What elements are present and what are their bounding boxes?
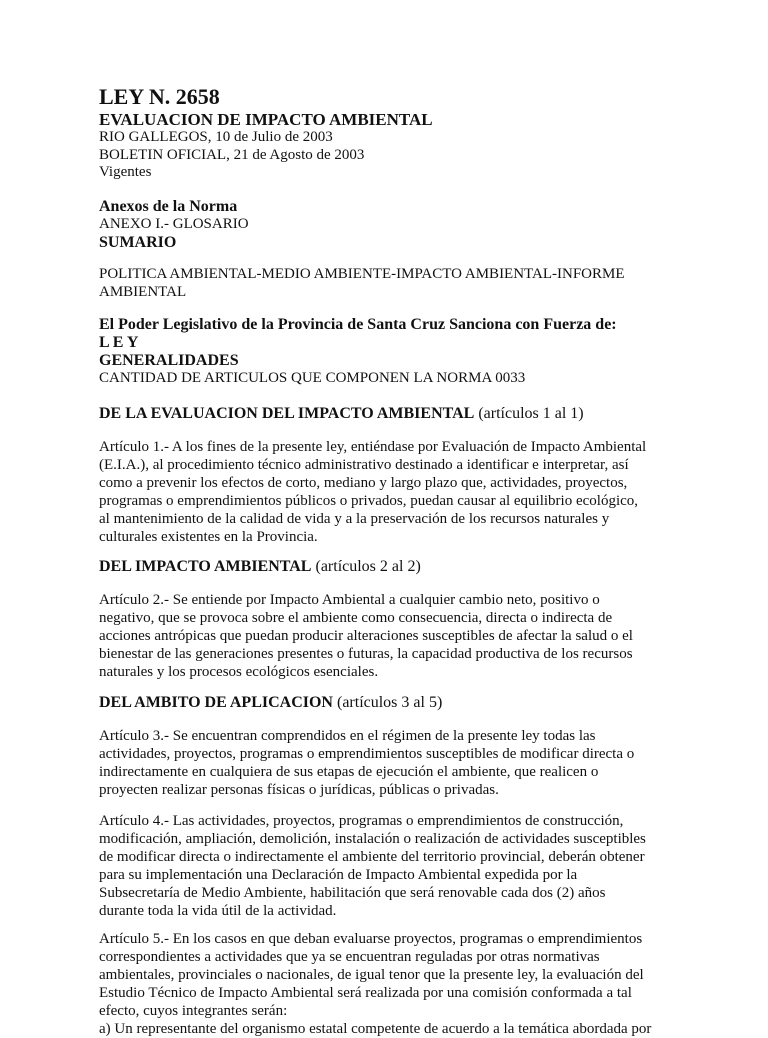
article-line: actividades, proyectos, programas o emprendimientos susceptibles de modificar directa o	[99, 746, 635, 762]
article-line: (E.I.A.), al procedimiento técnico administrativo destinado a identificar e interpretar, así	[99, 457, 629, 473]
status-text: Vigentes	[99, 164, 152, 180]
law-title: LEY N. 2658	[99, 84, 220, 109]
summary-text	[99, 265, 699, 301]
section-title: DE LA EVALUACION DEL IMPACTO AMBIENTAL	[99, 405, 475, 422]
article-line: acciones antrópicas que puedan producir alteraciones susceptibles de afectar la salud o el	[99, 628, 633, 644]
article-line: correspondientes a actividades que ya se encuentran reguladas por otras normativas	[99, 949, 600, 965]
article-line: modificación, ampliación, demolición, instalación o realización de actividades susceptibles	[99, 831, 646, 847]
place-date: RIO GALLEGOS, 10 de Julio de 2003	[99, 129, 333, 145]
article-line: bienestar de las generaciones presentes o futuras, la capacidad productiva de los recursos	[99, 646, 633, 662]
section-range: (artículos 3 al 5)	[336, 694, 443, 711]
ley-heading: L E Y	[99, 334, 139, 351]
article-line: Estudio Técnico de Impacto Ambiental será realizada por una comisión conformada a tal	[99, 985, 632, 1001]
article-line: programas o emprendimientos públicos o privados, puedan causar al equilibrio ecológico,	[99, 493, 639, 509]
article-line: durante toda la vida útil de la actividad.	[99, 903, 337, 919]
section-range: (artículos 1 al 1)	[478, 405, 584, 422]
summary-line: POLITICA AMBIENTAL-MEDIO AMBIENTE-IMPACTO AMBIENTAL-INFORME	[99, 266, 625, 282]
article-line: Artículo 3.- Se encuentran comprendidos en el régimen de la presente ley todas las	[99, 728, 596, 744]
section-title: DEL IMPACTO AMBIENTAL	[99, 558, 312, 575]
section-range: (artículos 2 al 2)	[315, 558, 421, 575]
bulletin-date: BOLETIN OFICIAL, 21 de Agosto de 2003	[99, 147, 365, 163]
summary-heading: SUMARIO	[99, 234, 177, 251]
article-4	[99, 812, 699, 920]
law-subtitle: EVALUACION DE IMPACTO AMBIENTAL	[99, 110, 433, 129]
section-title: DEL AMBITO DE APLICACION	[99, 694, 333, 711]
article-line: ambientales, provinciales o nacionales, de igual tenor que la presente ley, la evaluación del	[99, 967, 644, 983]
article-line: Artículo 2.- Se entiende por Impacto Ambiental a cualquier cambio neto, positivo o	[99, 592, 600, 608]
article-count-line: CANTIDAD DE ARTICULOS QUE COMPONEN LA NORMA 0033	[99, 370, 526, 386]
article-2	[99, 591, 699, 681]
document-page	[99, 0, 739, 1037]
article-line: como a prevenir los efectos de corto, mediano y largo plazo que, actividades, proyectos,	[99, 475, 628, 491]
annex-item: ANEXO I.- GLOSARIO	[99, 216, 249, 232]
article-line: para su implementación una Declaración de Impacto Ambiental expedida por la	[99, 867, 578, 883]
article-line: indirectamente en cualquiera de sus etapas de ejecución el ambiente, que realicen o	[99, 764, 599, 780]
article-3	[99, 727, 699, 799]
article-line: efecto, cuyos integrantes serán:	[99, 1003, 288, 1019]
article-line: culturales existentes en la Provincia.	[99, 529, 318, 545]
article-line: negativo, que se provoca sobre el ambiente como consecuencia, directa o indirecta de	[99, 610, 613, 626]
article-line: naturales y los procesos ecológicos esenciales.	[99, 664, 379, 680]
annexes-heading: Anexos de la Norma	[99, 198, 238, 215]
generalities-heading: GENERALIDADES	[99, 352, 239, 369]
section-heading	[99, 404, 584, 423]
article-line: proyecten realizar personas físicas o jurídicas, públicas o privadas.	[99, 782, 499, 798]
article-line: Artículo 5.- En los casos en que deban evaluarse proyectos, programas o emprendimientos	[99, 931, 643, 947]
section-heading	[99, 693, 442, 712]
summary-line: AMBIENTAL	[99, 284, 187, 300]
article-line: al mantenimiento de la calidad de vida y a la preservación de los recursos naturales y	[99, 511, 610, 527]
enactment-line: El Poder Legislativo de la Provincia de Santa Cruz Sanciona con Fuerza de:	[99, 316, 617, 333]
article-line: Subsecretaría de Medio Ambiente, habilitación que será renovable cada dos (2) años	[99, 885, 606, 901]
article-5	[99, 930, 699, 1038]
article-line: Artículo 1.- A los fines de la presente ley, entiéndase por Evaluación de Impacto Ambiental	[99, 439, 647, 455]
section-heading	[99, 557, 421, 576]
article-line: a) Un representante del organismo estatal competente de acuerdo a la temática abordada por	[99, 1021, 652, 1037]
article-line: de modificar directa o indirectamente el ambiente del territorio provincial, deberán obtener	[99, 849, 645, 865]
article-line: Artículo 4.- Las actividades, proyectos, programas o emprendimientos de construcción,	[99, 813, 624, 829]
article-1	[99, 438, 699, 546]
